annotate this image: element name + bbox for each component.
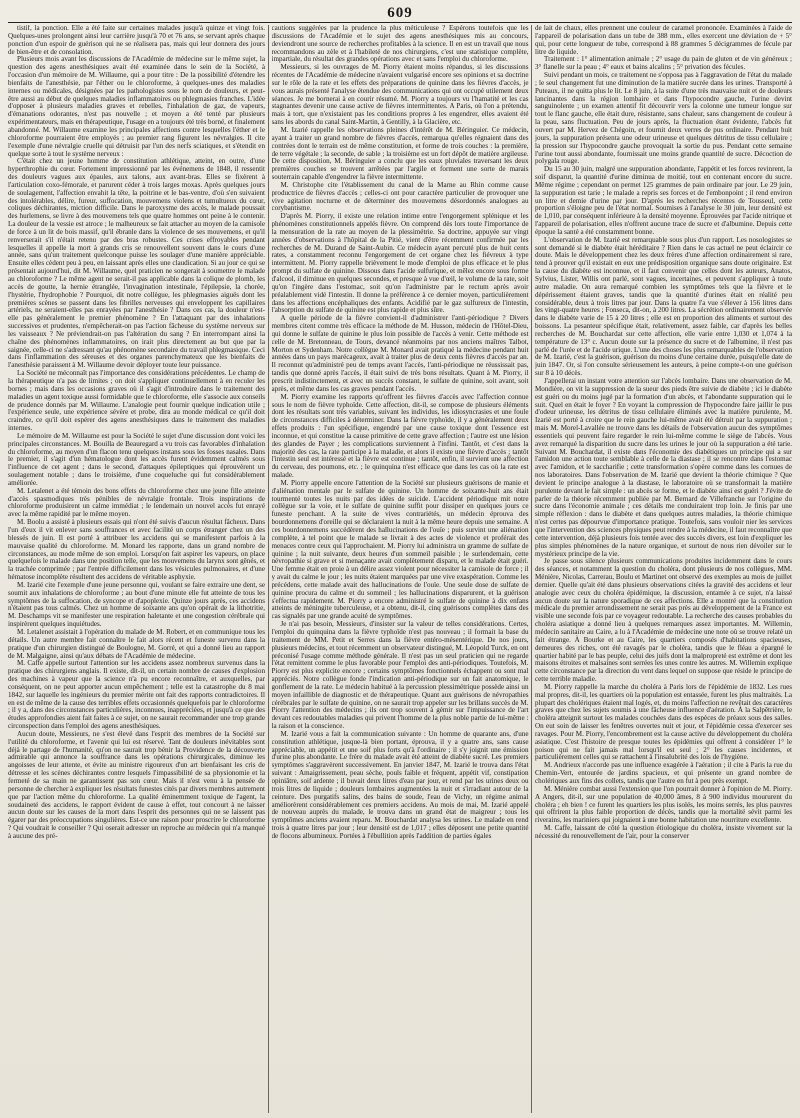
paragraph: cautions suggérées par la prudence la plus méticuleuse ? Espérons toutefois que les discussions de l'Académie et le sujet des agens anesthésiques mis au concours, deviendront une source de recherches profitables à la science. Il en est un travail que nous recommandons au zèle et à l'habileté de nos chirurgiens, c'est une statistique complète, impartiale, du résultat des grandes opérations avec et sans l'emploi du chloroforme. [271,25,529,64]
paragraph: Messieurs, si les ouvrages de M. Piorry étaient moins répandus, si les discussions récentes de l'Académie de médecine n'avaient vulgarisé encore ses opinions et sa doctrine sur le rôle de la rate et les effets des préparations de quinine dans les fièvres d'accès, je vous aurais présenté l'analyse étendue des communications qui ont occupé utilement deux séances. Je me bornerai à en courir résumé. M. Piorry a toujours vu l'hamatité et les cas stagnantes devenir une cause active de fièvres intermittentes. A Paris, où l'on a prétendu, mais à tort, que n'existaient pas les conditions propres à les engendrer, elles avaient été sans les abords du canal Saint-Martin, à Gentilly, à la Glacière, etc. [271,63,529,127]
paragraph: Plusieurs mois avant les discussions de l'Académie de médecine sur le même sujet, la question des agens anesthésiques avait été examinée dans le sein de la Société, à l'occasion d'un mémoire de M. Willaume, qui a pour titre : De la possibilité d'étendre les bienfaits de l'anesthésie, par l'éther ou le chloroforme, à quelques-unes des maladies internes ou médicales, désignées par les pathologistes sous le nom de douleurs, et peut-être aussi au début de quelques maladies inflammatoires ou phlegmasies franches. L'idée d'opposer à plusieurs maladies graves et rebelles, l'inhalation de gaz, de vapeurs, d'émanations odorantes, n'est pas nouvelle ; et moyen a été tenté par plusieurs expérimentateurs, mais en thérapeutique, l'usage en a toujours été très borné, et finalement abandonné. M. Willaume examine les principales affections contre lesquelles l'éther et le chloroforme pourraient être employés ; au premier rang figurent les névralgies. Il cite l'exemple d'une névralgie cruelle qui détruisit par l'un des nerfs sciatiques, et s'étendit en quelque sorte à tout le système nerveux : [8,55,265,158]
text-columns [8,25,792,1113]
paragraph: Du 15 au 30 juin, malgré une suppuration abondante, l'appétit et les forces revinrent, la soif disparut, la quantité d'urine diminua de moitié, tout en contenant encore du sucre. Même régime ; cependant on permet 125 grammes de pain ordinaire par jour. Le 29 juin, la suppuration est tarie ; le malade a repris ses forces et de l'embonpoint ; il rend environ un litre et demie d'urine par jour. D'après les recherches récentes de Tousseul, cette proportion s'éloigne peu de l'état normal. Soumises à l'analyse le 30 juin, leur densité est de 1,010, par conséquent inférieure à la densité moyenne. Éprouvées par l'acide nitrique et l'appareil de polarisation, elles n'offrent aucune trace de sucre et d'albumine. Depuis cette époque la santé a été constamment bonne. [535,165,792,236]
paragraph: M. Caffe appelle surtout l'attention sur les accidens assez nombreux survenus dans la pratique des chirurgiens anglais. Il existe, dit-il, un certain nombre de causes d'explosion des machines à vapeur que la science n'a pu encore reconnaître, et auxquelles, par conséquent, on ne peut apporter aucun empêchement ; telle est la catastrophe du 8 mai 1842, sur laquelle les ingénieurs du premier mérite ont fait des rapports contradictoires. Il en est de même de la cause des terribles effets occasionnés quelquefois par le chloroforme ; il y a, dans des circonstances particulières, inconnues, inappréciées, et jusqu'à ce que des études approfondies aient fait faites à ce sujet, on ne saurait recommander une trop grande circonspection dans l'emploi des agens anesthésiques. [8,659,265,731]
paragraph: J'appellerai un instant votre attention sur l'abcès lombaire. Dans une observation de M. Mondière, on vit la suppression de la sueur des pieds être suivie de diabète ; ici le diabète est guéri ou du moins jugé par la formation d'un abcès, et l'abondante suppuration qui le suit. Quel en était le foyer ? En voyant la compression de l'hypocondre faire jaillir le pus d'odeur urineuse, les détritus de tissu cellulaire éliminés avec la matière purulente, M. Izarié est porté à croire que le rein gauche lui-même avait été détruit par la suppuration ; mais M. Morel-Lavallée ne trouve dans les détails de l'observation aucun des symptômes essentiels qui peuvent faire regarder le rein lui-même comme le siège de l'abcès. Vous avez remarqué la disparition du sucre dans les urines le jour où la suppuration a été tarie. Suivant M. Bouchardat, il existe dans l'économie des diabétiques un principe qui a sur l'amidon une action toute semblable à celle de la diastase ; il se rencontre dans l'estomac avec l'amidon, et le saccharifie ; cette transformation s'opère comme dans les cornues de nos laboratoires. Dans l'observation de M. Izarié que devient la théorie chimique ? Que devient le principe analogue à la diastase, le laboratoire où se transformait la matière purulente devant le fait simple : un abcès se forme, et le diabète ainsi est guéri ? J'évite de parler de la théorie récemment publiée par M. Bernard de Villefranche sur l'origine du sucre dans l'économie animale ; ces détails me conduiraient trop loin. Je finis par une simple réflexion : dans le diabète et dans quelques autres maladies, la théorie chimique n'est certes pas dépourvue d'importance pratique. Toutefois, sans vouloir nier les services que l'intervention des sciences physiques peut rendre à la médecine, il faut reconnaître que cette intervention, déjà plusieurs fois tentée avec des succès divers, est loin d'expliquer les plus simples phénomènes de la nature organique, et surtout de nous rien dévoiler sur le mystérieux principe de la vie. [535,376,792,558]
paragraph: Traitement : 1° alimentation animale ; 2° usage du pain de gluten et de vin généreux ; 3° flanelle sur la peau ; 4° eaux et bains alcalins ; 5° privation des fécules. [535,55,792,72]
paragraph: L'observation de M. Izarié est remarquable sous plus d'un rapport. Les nosologistes se sont demandé si le diabète était héréditaire ? Rien dans le cas actuel ne peut éclaircir ce doute. Mais le développement chez les deux frères d'une affection ordinairement si rare, tend à prouver qu'il existait en eux une prédisposition organique sans doute originaire. Est la cause du diabète est inconnue, et il faut convenir que celles dont les auteurs, Anatos, Sylvius, Lister, Willis ont parlé, sont vagues, incertaines, et peuvent s'appliquer à toute autre maladie. On aura remarqué combien les symptômes tels que la fièvre et le dépérissement étaient graves, tandis que la quantité d'urines était en réalité peu considérable, deux à trois litres par jour. Dans la quatre l'a vue s'élever à 156 litres dans les vingt-quatre heures ; Fonseca, dit-on, à 200 litres. La sécrétion ordinairement observée dans le diabète varie de 15 à 20 litres ; elle est en proportion des aliments et surtout des boissons. La pesanteur spécifique était, relativement, assez faible, car d'après les belles recherches de M. Bouchardat sur cette affection, elle varie entre 1,030 et 1,074 à la température de 13° c. Aucun doute sur la présence du sucre et de l'albumine, il n'est pas parlé de l'urée et de l'acide urique. L'une des choses les plus remarquables de l'observation de M. Izarié, c'est la guérison, guérison du moins d'une certaine durée, puisqu'elle date de juin 1847. Or, si l'on consulte sérieusement les auteurs, à peine compte-t-on une guérison sur 8 à 10 décès. [535,235,792,378]
paragraph: Je passe sous silence plusieurs communications produites incidemment dans le cours des séances, et notamment la question du choléra, dont plusieurs de nos collègues, MM. Ménière, Nicolas, Carrerau, Boulu et Martinet ont observé des exemples au mois de juillet dernier. Quelle qu'ait été dans plusieurs observations citées la gravité des accidens et leur analogie avec ceux du choléra épidémique, la discussion, entamée à ce sujet, n'a laissé aucun doute sur la nature sporadique de ces affections. Elle a montré que la constitution médicale du premier arrondissement ne serait pas près au développement de la France est visible une seconde fois par ce voyageur redoutable. La recherche des causes probables du choléra asiatique a donné lieu à quelques remarques assez importantes. M. Willemin, médecin sanitaire au Caire, a lu à l'Académie de médecine une note où se trouve relaté un fait étrange. À Bourke et au Caire, les quartiers composés d'habitations spacieuses, demeures des riches, ont été ravagés par le choléra, tandis que le fléau a épargné le quartier habité par le bas peuple, celui des juifs dont la malpropreté est extrême et dont les maisons étroites et malsaines sont serrées les unes contre les autres. M. Willemin explique cette circonstance par la direction du vent dans lequel on suppose que réside le principe de cette terrible maladie. [535,557,792,684]
paragraph: M. Letalenet a été témoin des bons effets du chloroforme chez une jeune fille atteinte d'accès spasmodiques très pénibles de névralgie frontale. Trois inspirations de chloroforme produisirent un calme immédiat ; le lendemain un nouvel accès fut enrayé avec la même rapidité par le même moyen. [8,486,265,519]
paragraph: A quelle période de la fièvre convient-il d'administrer l'anti-périodique ? Divers membres citent comme très efficace la méthode de M. Husson, médecin de l'Hôtel-Dieu, qui donne le sulfate de quinine le plus loin possible de l'accès à venir. Cette méthode est celle de M. Bretonneau, de Tours, devancé néanmoins par nos anciens maîtres Talbot, Morton et Sydenham. Notre collègue M. Monard avait pratiqué la médecine pendant huit années dans un pays marécageux, avait à traiter plus de deux cents fièvres d'accès par an. Il reconnut qu'administré peu de temps avant l'accès, l'anti-périodique ne réussissait pas, tandis que donné après l'accès, il était suivi de très bons résultats. Quant à M. Piorry, il prescrit indistinctement, et avec un succès constant, le sulfate de quinine, soit avant, soit après, et même dans les cas graves pendant l'accès. [271,314,529,393]
paragraph: Le mémoire de M. Willaume est pour la Société le sujet d'une discussion dont voici les principales circonstances. M. Bouilla de Beauregard a vu trois cas favorables d'inhalation du chloroforme, au moyen d'un flacon tenu quelques instans sous les fosses nasales. Dans le premier, il s'agit d'un hématologue dont les accès furent évidemment calmés sous l'influence de cet agent ; dans le second, d'attaques épileptiques qui éprouvèrent un soulagement notable ; dans le troisième, d'une coqueluche qui fut considérablement améliorée. [8,431,265,487]
paragraph: C'était chez un jeune homme de constitution athlétique, atteint, en outre, d'une hyperthrophie du cœur. Fortement impressionné par les événemens de 1848, il ressentit des douleurs vagues aux épaules, aux talons, aux avant-bras. Elles se fixèrent à l'articulation coxo-fémorale, et parurent céder à trois larges moxas. Après quelques jours de soulagement, l'affection envahit la tête, la poitrine et le bas-ventre, d'où s'en suivaient des intolérables, délire, fureur, suffocation, mouvemens violens et tumultueux du cœur, coliques déchirantes, miction difficile. Dans le paroxysme des accès, le malade poussait des hurlemens, se livre à des mouvemens tels que quatre hommes ont peine à le contenir. La douleur de la vessie est atroce ; le malheureux se fait attacher au moyen de la camisole de force à un lit de bois massif, qu'il ébranle dans la violence de ses mouvemens, et qu'il renverserait s'il n'était retenu par des bras robustes. Ces crises effroyables pendant lesquelles il appelle la mort à grands cris se renouvellent souvent dans le cours d'une année, sans qu'un traitement quelconque puisse les soulager d'une manière appréciable. Ensuite elles cèdent peu à peu, en laissant après elles une claudication. Si au jour ce qui se présentait aujourd'hui, dit M. Willaume, quel praticien ne songerait à soumettre le malade au chloroforme ? Le même agent ne serait-il pas applicable dans la colique de plomb, les accès de goutte, la hernie étranglée, l'invagination intestinale, l'épilepsie, la chorée, l'hystérie, l'hydrophobie ? Pourquoi, dit notre collègue, les phlegmasies aiguës dont les premières scènes se passent dans les fibrilles nerveuses qui enveloppent les capillaires artériels, ne seraient-elles pas enrayées par l'anesthésie ? Dans ces cas, la douleur n'est-elle pas généralement le premier phénomène ? En l'attaquant par des inhalations successives et prudentes, n'empêcherait-on pas l'action fâcheuse du système nerveux sur les vaisseaux ? Ne préviendrait-on pas l'altération du sang ? En interrompant ainsi la chaîne des phénomènes inflammatoires, on irait plus directement au but que par la saignée, celle-ci ne s'adressant qu'au phénomène secondaire du travail phlegmasique. Ceci dans l'inflammation des séreuses et des organes parenchymateux que les bienfaits de l'anesthésie paraissent à M. Willaume devoir déployer toute leur puissance. [8,157,265,370]
column-divider [268,25,269,1113]
paragraph: M. Izarié rappelle les observations pleines d'intérêt de M. Béringuier. Ce médecin, ayant à traiter un grand nombre de fièvres d'accès, remarqua qu'elles régnaient dans des contrées dont le terrain est de même constitution, et forme de trois couches : la première, de terre végétale ; la seconde, de sable ; la troisième est un fort dépôt de matière argileuse. De cette disposition, M. Béringuier a conclu que les eaux pluviales traversant les deux premières couches se trouvent arrêtées par l'argile et forment une sorte de marais souterrain capable d'engendrer la fièvre intermittente. [271,125,529,182]
paragraph: Suivi pendant un mois, ce traitement ne s'opposa pas à l'aggravation de l'état du malade ; le seul changement fut une diminution de la matière sucrée dans les urines. Transporté à Puteaux, il ne quitta plus le lit. Le 8 juin, à la suite d'une très mauvaise nuit et de douleurs lancinantes dans la région lombaire et dans l'hypocondre gauche, l'urine devint sanguinolente ; un examen attentif fit découvrir vers la colonne une tumeur longue sur tout le flanc gauche, elle était dure, résistante, sans chaleur, sans changement de couleur à la peau, sans fluctuation. Peu de jours après, la fluctuation étant évidente, l'abcès fut ouvert par M. Hervez de Chégoin, et fournit deux verres de pus ordinaire. Pendant huit jours, la suppuration présenta une odeur urineuse et quelques détritus de tissu cellulaire ; la pression sur l'hypocondre gauche provoquait la sortie du pus. Pendant cette semaine l'urine tout aussi abondante, fournissait une moins grande quantité de sucre. Décoction de polygala rouge. [535,71,792,166]
paragraph: M. Piorry appelle encore l'attention de la Société sur plusieurs guérisons de manie et d'aliénation mentale par le sulfate de quinine. Un homme de soixante-huit ans était tourmenté toutes les nuits par des idées de suicide. L'accident périodique mit notre collègue sur la voie, et le sulfate de quinine suffit pour dissiper en quelques jours ce funeste penchant. A la suite de vives contrariétés, un médecin éprouva des bourdonnemens d'oreille qui se déclaraient la nuit à la même heure depuis une semaine. A ces bourdonnemens succédèrent des hallucinations de l'ouïe ; puis survint une aliénation complète, à tel point que le malade se livrait à des actes de violence et proférait des menaces contre ceux qui l'approchaient. M. Piorry lui administra un gramme de sulfate de quinine ; la nuit suivante, deux heures d'un sommeil paisible ; le surlendemain, cette névropathie si grave et si menaçante avait complètement disparu, et le malade était guéri. Une femme était en proie à un délire assez violent pour nécessiter la camisole de force ; il y avait du calme le jour ; les nuits étaient marquées par une vive exaspération. Comme les précédens, cette malade avait des hallucinations de l'ouïe. Une seule dose de sulfate de quinine procura du calme et du sommeil ; les hallucinations disparurent, et la guérison s'effectua rapidement. M. Piorry a encore administré le sulfate de quinine à dix enfans atteints de méningite tuberculeuse, et a obtenu, dit-il, cinq guérisons complètes dans des cas signalés par une grande acuité de symptômes. [271,478,529,621]
column-right [535,25,792,1113]
paragraph: D'après M. Piorry, il existe une relation intime entre l'engorgement splénique et les phénomènes constitutionnels appelés fièvre. On comprend dès lors toute l'importance de la mensuration de la rate au moyen de la plessimétrie. Sa doctrine, appuyée sur vingt années d'observations à l'hôpital de la Pitié, vient d'être récemment confirmée par les recherches de M. Durand de Saint-Aubin. Ce médecin ayant percuté plus de huit cents rates, a constamment reconnu l'engorgement de cet organe chez les fiévreux à type intermittent. M. Piorry rappelle brièvement le mode d'emploi de plus efficace et le plus prompt du sulfate de quinine. Dissous dans l'acide sulfurique, et mêlez encore sous forme d'alcool, il diminue en quelques secondes, et presque à vue d'œil, le volume de la rate, soit qu'on l'ingère dans l'estomac, soit qu'on l'administre par le rectum après avoir préalablement vidé l'intestin. Il donne la préférence à ce dernier moyen, particulièrement dans les affections encéphaliques des enfants. Acidifié par le gaz sulfureux de l'intestin, l'absorption du sulfate de quinine est plus rapide et plus sûre. [271,212,529,315]
paragraph: M. Letalenet assistait à l'opération du malade de M. Robert, et en communique tous les détails. Un autre membre fait connaître le fait alors récent et funeste survenu dans la pratique d'un chirurgien distingué de Boulogne, M. Gorré, et qui a donné lieu au rapport de M. Malgaigne, ainsi qu'aux débats de l'Académie de médecine. [8,627,265,660]
paragraph: M. Izarié vous a fait la communication suivante : Un homme de quarante ans, d'une constitution athlétique, jusque-là bien portant, éprouva, il y a quatre ans, sans cause appréciable, un appétit et une soif plus forts qu'à l'ordinaire ; il s'y joignit une émission d'urine plus abondante. Le frère du malade avait été atteint de diabète sucré. Les premiers symptômes s'aggravèrent successivement. En janvier 1847, M. Izarié le trouva dans l'état suivant : Amaigrissement, peau sèche, pouls faible et fréquent, appétit vif, constipation opiniâtre, soif ardente ; il buvait deux litres d'eau par jour, et rend par les urines deux ou trois litres de liquide ; douleurs lombaires augmentées la nuit et s'irradiant autour de la ceinture. Des purgatifs salins, des bains de soude, l'eau de Vichy, un régime animal améliorèrent considérablement ces premiers accidens. Au mois de mai, M. Izarié appelé de nouveau auprès du malade, le trouva dans un grand état de maigreur ; tous les symptômes anciens avaient reparu. M. Bouchardat analysa les urines. Le malade en rend trois à quatre litres par jour ; leur densité est de 1,017 ; elles déposent une petite quantité de flocons albumineux. Portées à l'ébullition après l'addition de parties égales [271,729,529,840]
column-divider [531,25,532,1113]
column-middle [272,25,529,1113]
paragraph: M. Ménière combat aussi l'extension que l'on pourrait donner à l'opinion de M. Piorry. A Angers, dit-il, sur une population de 40,000 âmes, 8 à 900 individus moururent du choléra ; eh bien ! ce furent les quartiers les plus isolés, les moins serrés, les plus pauvres qui offrirent la plus faible proportion de décès, tandis que la mortalité sévit parmi les riverains, les mariniers qui joignaient à une bonne habitation une nourriture excellente. [535,784,792,825]
paragraph: M. Piorry rappelle la marche du choléra à Paris lors de l'épidémie de 1832. Les rues mal propres, dit-il, les quartiers où la population est entassée, furent les plus maltraités. La plupart des cholériques étaient mal logés, et, du moins l'affection ne revêtait des caractères graves que chez les sujets soumis à une fâcheuse influence d'aération. À la Salpêtrière, le choléra atteignit surtout les malades couchées dans des espèces de préaux sous des salles. On eut soin de laisser les fenêtres ouvertes nuit et jour, et l'épidémie cessa d'exercer ses ravages. Pour M. Piorry, l'encombrement est la cause active du développement du choléra asiatique. C'est l'histoire de presque toutes les épidémies qui offrent à considérer 1° le poison qui ne fait jamais mal lorsqu'il est seul ; 2° les causes incidentes, et particulièrement celles qui se rattachent à l'insalubrité des lois de l'hygiène. [535,682,792,762]
column-left [8,25,265,1113]
paragraph: M. Christophe cite l'établissement du canal de la Marne au Rhin comme cause productrice de fièvres d'accès ; celles-ci ont pour caractère particulier de provoquer une vive agitation nocturne et de déterminer des mouvemens désordonnés analogues au corybantisme. [271,180,529,213]
paragraph: La Société ne méconnaît pas l'importance des considérations précédentes. Le champ de la thérapeutique n'a pas de limites ; on doit s'appliquer continuellement à en reculer les bornes ; mais dans les occasions graves où il s'agit d'introduire dans le traitement des maladies un agent toxique aussi formidable que le chloroforme, elle s'associe aux conseils de prudence donnés par M. Willaume. L'analogie peut fournir quelque indication utile ; l'expérience seule, une expérience sévère et probe, dira au monde médical ce qu'il doit craindre, ce qu'il doit espérer des agens anesthésiques dans le traitement des maladies internes. [8,369,265,433]
paragraph: M. Piorry examine les rapports qu'offrent les fièvres d'accès avec l'affection connue sous le nom de fièvre typhoïde. Cette affection, dit-il, se compose de plusieurs éléments dont les résultats sont très variables, suivant les individus, les idiosyncrasies et une foule de circonstances difficiles à déterminer. Dans la fièvre typhoïde, il y a généralement deux effets produits : l'un spécifique, engendré par une cause toxique dont l'essence est inconnue, et qui constitue la cause primitive de cette grave affection ; l'autre est une lésion des glandes de Payer ; les complications surviennent à l'infini. Tantôt, et c'est dans la majorité des cas, la rate participe à la maladie, et alors il existe une fièvre d'accès ; tantôt l'intestin seul est intéressé et la fièvre est continue ; tantôt, enfin, il survient une affection du cerveau, des poumons, etc. ; le quinquina n'est efficace que dans les cas où la rate est malade. [271,392,529,480]
paragraph: M. Andrieux n'accorde pas une influence exagérée à l'aération ; il cite à Paris la rue du Chemin-Vert, entourée de jardins spacieux, et qui présente un grand nombre de cholériques aux fins des collets, tandis que l'autre en fut à peu près exempt. [535,761,792,785]
page-number: 609 [387,5,413,21]
paragraph: M. Izarié cite l'exemple d'une jeune personne qui, voulant se faire extraire une dent, se soumit aux inhalations de chloroforme ; au bout d'une minute elle fut atteinte de tous les symptômes de la suffocation, de syncope et d'apoplexie. Quinze jours après, ces accidens n'étaient pas tous calmés. Chez un homme de soixante ans qu'on opérait de la lithotritie, M. Deschamps vit se manifester une respiration haletante et une congestion cérébrale qui inspirèrent quelques inquiétudes. [8,580,265,629]
header-rule [8,22,792,23]
paragraph: M. Caffe, laissant de côté la question étiologique du choléra, insiste vivement sur la nécessité du renouvellement de l'air, pour la conserver [535,824,792,840]
paragraph: de lait de chaux, elles prennent une couleur de caramel prononcée. Examinées à l'aide de l'appareil de polarisation dans un tube de 388 mm., elles exercent une déviation de + 5° qui, pour cette longueur de tube, correspond à 88 grammes 5 décigrammes de fécule par litre de liquide. [535,25,792,56]
paragraph: Je n'ai pas besoin, Messieurs, d'insister sur la valeur de telles considérations. Certes, l'emploi du quinquina dans la fièvre typhoïde n'est pas nouveau ; il formait la base du traitement de MM. Petit et Serres dans la fièvre entéro-mésentérique. De nos jours, plusieurs médecins, et tout récemment un observateur distingué, M. Léopold Turck, en ont préconisé l'usage comme méthode générale. Il n'est pas un seul praticien qui ne regarde l'état remittent comme le plus favorable pour l'emploi des anti-périodiques. Toutefois, M. Piorry est plus explicite encore ; certains symptômes fonctionnels échappent ou sont mal appréciés. Notre collègue fonde l'indication anti-périodique sur un fait anatomique, le gonflement de la rate. Le médecin habitué à la percussion plessimétrique possède ainsi un moyen infaillible de diagnostic et de thérapeutique. Quant aux guérisons de névropathies cérébrales par le sulfate de quinine, on ne saurait trop appeler sur les brillans succès de M. Piorry l'attention des médecins ; ils ont trop souvent à gémir sur l'impuissance de l'art devant ces redoutables maladies qui privent l'homme de la plus noble partie de lui-même : la raison et la conscience. [271,620,529,731]
paragraph: tistif, la ponction. Elle a été faite sur certaines malades jusqu'à quinze et vingt fois. Quelques-unes prolongent ainsi leur carrière jusqu'à 70 et 76 ans, se servant après chaque ponction d'un espoir de guérison qui ne se réalisera pas, mais qui leur donnera des jours de bien-être et de consolation. [8,25,265,56]
paragraph: M. Boolu a assisté à plusieurs essais qui n'ont été suivis d'aucun résultat fâcheux. Dans l'un d'eux il vit enlever sans souffrances et avec facilité un corps étranger chez un des blessés de juin. Il est porté à attribuer les accidens qui se manifestent parfois à la mauvaise qualité du chloroforme. M. Monard les rapporte, dans un grand nombre de circonstances, au mode même de son emploi. Lorsqu'on fait aspirer les vapeurs, on place quelquefois le malade dans une position telle, que les mouvemens du larynx sont gênés, et la trachée comprimée ; par l'entrée difficilement dans les vésicules pulmonaires, et d'une hématose incomplète résultent des accidens de véritable asphyxie. [8,518,265,582]
paragraph: Aucun doute, Messieurs, ne s'est élevé dans l'esprit des membres de la Société sur l'utilité du chloroforme, et l'avenir qui lui est réservé. Tant de douleurs inévitables sont déjà le partage de l'humanité, qu'on ne saurait trop bénir la Providence de la découverte admirable qui annonce la souffrance dans les opérations chirurgicales, diminue les angoisses de leur attente, et évite au ministre rigoureux d'un art bienfaisant les cris de détresse et les scènes déchirantes contre lesquels l'impassibilité de sa physionomie et la fermeté de sa main ne garantissent pas son cœur. Mais il n'est venu à la pensée de personne de chercher à expliquer les résultats funestes cités par divers membres autrement que par l'action même du chloroforme. La qualité éminemment toxique de l'agent, la soudaineté des accidens, le rapport évident de cause à effet, tout concourt à ne laisser aucun doute sur les causes de la mort dans l'esprit des personnes qui ne se laissent pas égarer par des préoccupations singulières. Est-ce une raison pour proscrire le chloroforme ? Qui voudrait le conseiller ? Qui oserait adresser un reproche au médecin qui n'a manqué à aucune des pré- [8,729,265,840]
